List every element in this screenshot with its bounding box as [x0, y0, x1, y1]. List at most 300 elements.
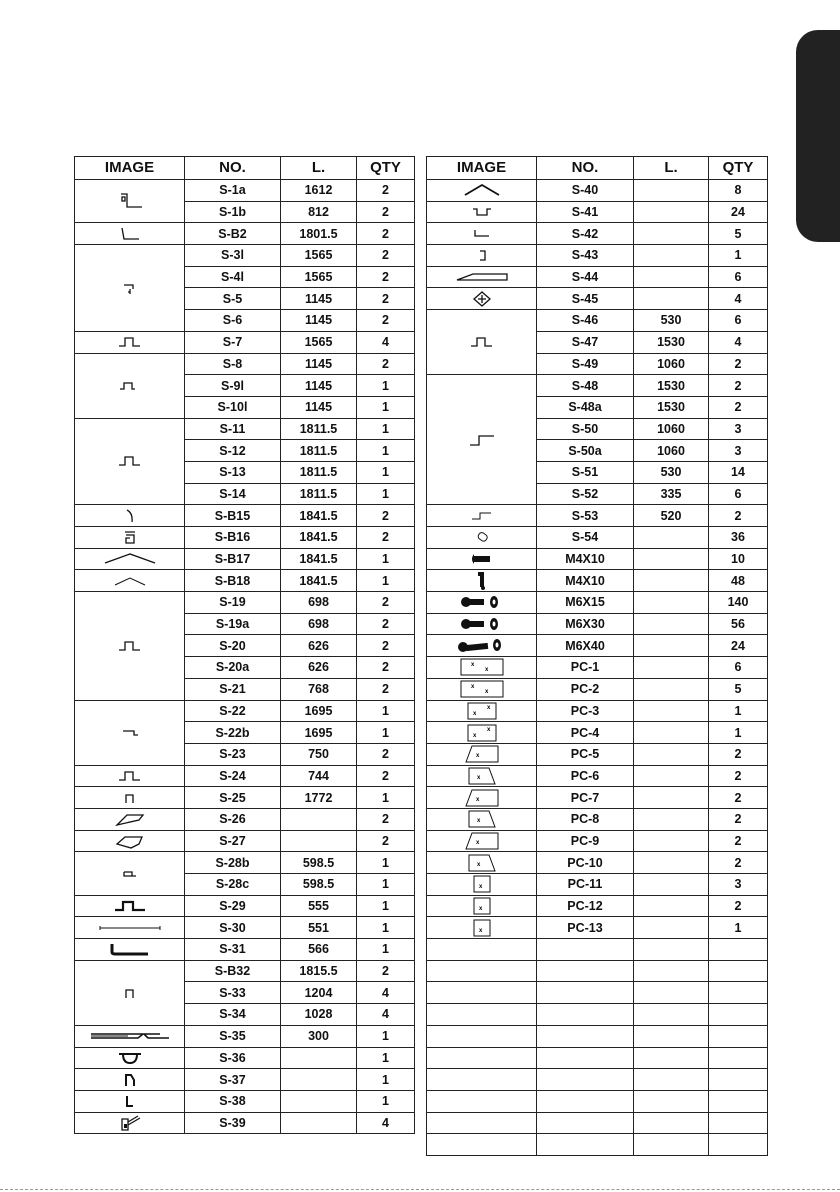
part-image-cell	[427, 874, 537, 896]
part-qty: 2	[357, 245, 415, 267]
corner-bracket-icon	[75, 1114, 184, 1132]
table-row	[427, 874, 768, 896]
part-length	[634, 895, 709, 917]
table-row	[75, 331, 415, 353]
part-qty: 1	[357, 1025, 415, 1047]
part-length	[634, 874, 709, 896]
part-length: 812	[281, 201, 357, 223]
table-row	[427, 548, 768, 570]
part-image-cell	[427, 310, 537, 375]
empty-cell	[427, 1025, 537, 1047]
empty-cell	[634, 960, 709, 982]
part-qty: 1	[357, 939, 415, 961]
table-row	[427, 722, 768, 744]
empty-cell	[634, 982, 709, 1004]
part-length	[634, 223, 709, 245]
table-row	[75, 917, 415, 939]
part-qty: 1	[709, 700, 768, 722]
part-number: S-51	[537, 461, 634, 483]
empty-cell	[537, 1047, 634, 1069]
empty-cell	[634, 939, 709, 961]
part-number: S-35	[185, 1025, 281, 1047]
part-number: S-28b	[185, 852, 281, 874]
part-qty: 1	[357, 483, 415, 505]
part-qty: 1	[357, 461, 415, 483]
part-length: 1060	[634, 353, 709, 375]
part-qty: 2	[357, 288, 415, 310]
part-qty: 2	[357, 353, 415, 375]
part-image-cell	[75, 787, 185, 809]
part-length: 335	[634, 483, 709, 505]
svg-text:x: x	[470, 662, 474, 669]
part-qty: 2	[357, 635, 415, 657]
empty-cell	[427, 1112, 537, 1134]
part-number: M6X15	[537, 592, 634, 614]
part-image-cell	[75, 223, 185, 245]
part-number: S-48a	[537, 396, 634, 418]
empty-cell	[634, 1134, 709, 1156]
part-qty: 1	[357, 895, 415, 917]
part-length	[634, 288, 709, 310]
part-qty: 2	[709, 830, 768, 852]
part-qty: 2	[709, 505, 768, 527]
part-length	[634, 527, 709, 549]
part-length: 1530	[634, 396, 709, 418]
part-length: 1565	[281, 331, 357, 353]
part-number: S-54	[537, 527, 634, 549]
svg-text:x: x	[478, 906, 482, 913]
empty-row	[427, 1004, 768, 1026]
svg-text:x: x	[486, 704, 490, 711]
empty-cell	[634, 1112, 709, 1134]
part-qty: 2	[357, 505, 415, 527]
part-image-cell	[75, 570, 185, 592]
ridge-cap-icon	[427, 182, 536, 198]
part-length: 1811.5	[281, 461, 357, 483]
part-length: 598.5	[281, 874, 357, 896]
part-length: 698	[281, 592, 357, 614]
part-number: PC-9	[537, 830, 634, 852]
part-number: S-14	[185, 483, 281, 505]
hat-channel-icon	[75, 453, 184, 469]
part-length	[634, 808, 709, 830]
part-number: PC-1	[537, 657, 634, 679]
part-length	[634, 201, 709, 223]
table-row	[427, 505, 768, 527]
part-image-cell	[427, 592, 537, 614]
part-qty: 4	[357, 331, 415, 353]
empty-row	[427, 960, 768, 982]
part-image-cell	[75, 830, 185, 852]
part-image-cell	[75, 852, 185, 895]
part-qty: 3	[709, 418, 768, 440]
part-length: 530	[634, 310, 709, 332]
header-no: NO.	[537, 157, 634, 180]
part-length	[634, 765, 709, 787]
part-number: S-4l	[185, 266, 281, 288]
panel-small-icon	[427, 874, 536, 894]
table-row	[427, 613, 768, 635]
part-qty: 2	[357, 201, 415, 223]
part-qty: 1	[709, 917, 768, 939]
part-length: 1530	[634, 375, 709, 397]
svg-text:x: x	[475, 753, 479, 760]
table-row	[75, 700, 415, 722]
part-qty: 2	[357, 613, 415, 635]
gusset-icon	[427, 290, 536, 308]
part-number: PC-10	[537, 852, 634, 874]
table-row	[427, 375, 768, 397]
part-number: S-33	[185, 982, 281, 1004]
part-number: S-B2	[185, 223, 281, 245]
rod-icon	[75, 922, 184, 934]
part-image-cell	[75, 245, 185, 332]
part-qty: 2	[709, 787, 768, 809]
table-row	[75, 1090, 415, 1112]
part-number: M6X40	[537, 635, 634, 657]
u-clip-icon	[427, 204, 536, 220]
part-qty: 6	[709, 310, 768, 332]
part-image-cell	[75, 960, 185, 1025]
part-length	[634, 613, 709, 635]
part-length: 551	[281, 917, 357, 939]
part-length: 1811.5	[281, 418, 357, 440]
hook-icon	[75, 1072, 184, 1088]
part-number: S-36	[185, 1047, 281, 1069]
table-row	[75, 1069, 415, 1091]
svg-text:x: x	[472, 710, 476, 717]
part-qty: 5	[709, 678, 768, 700]
part-qty: 1	[357, 852, 415, 874]
table-row	[75, 245, 415, 267]
empty-cell	[709, 1134, 768, 1156]
empty-cell	[427, 1047, 537, 1069]
part-image-cell	[427, 375, 537, 505]
empty-cell	[537, 1069, 634, 1091]
part-number: S-46	[537, 310, 634, 332]
header-row	[427, 157, 768, 180]
part-length	[634, 722, 709, 744]
svg-text:x: x	[478, 927, 482, 934]
part-image-cell	[427, 527, 537, 549]
part-number: S-8	[185, 353, 281, 375]
empty-row	[427, 1112, 768, 1134]
part-number: S-6	[185, 310, 281, 332]
empty-row	[427, 1069, 768, 1091]
svg-text:x: x	[484, 689, 488, 696]
table-row	[427, 765, 768, 787]
empty-row	[427, 1090, 768, 1112]
empty-cell	[537, 939, 634, 961]
part-number: S-B16	[185, 527, 281, 549]
part-number: PC-5	[537, 743, 634, 765]
table-row	[75, 808, 415, 830]
empty-cell	[709, 1025, 768, 1047]
part-length: 566	[281, 939, 357, 961]
part-qty: 2	[357, 657, 415, 679]
part-length: 1565	[281, 245, 357, 267]
part-qty: 6	[709, 657, 768, 679]
part-image-cell	[427, 678, 537, 700]
part-qty: 2	[709, 808, 768, 830]
part-qty: 3	[709, 440, 768, 462]
header-length: L.	[634, 157, 709, 180]
header-length: L.	[281, 157, 357, 180]
table-row	[427, 808, 768, 830]
part-image-cell	[75, 527, 185, 549]
part-number: PC-13	[537, 917, 634, 939]
part-qty: 4	[709, 331, 768, 353]
part-image-cell	[427, 787, 537, 809]
part-image-cell	[75, 765, 185, 787]
empty-cell	[709, 1004, 768, 1026]
part-image-cell	[75, 1069, 185, 1091]
part-length	[634, 592, 709, 614]
part-image-cell	[427, 548, 537, 570]
empty-cell	[537, 982, 634, 1004]
part-image-cell	[427, 266, 537, 288]
part-length: 744	[281, 765, 357, 787]
table-row	[427, 223, 768, 245]
header-image: IMAGE	[75, 157, 185, 180]
table-row	[427, 852, 768, 874]
part-image-cell	[75, 418, 185, 505]
panel-square-icon	[427, 723, 536, 743]
part-length	[281, 1069, 357, 1091]
part-qty: 2	[709, 895, 768, 917]
part-number: S-B32	[185, 960, 281, 982]
box-channel-icon	[75, 529, 184, 545]
part-number: S-19	[185, 592, 281, 614]
table-row	[427, 700, 768, 722]
part-qty: 1	[709, 245, 768, 267]
empty-cell	[427, 960, 537, 982]
curved-strip-icon	[75, 508, 184, 524]
bolt-nut-icon	[427, 594, 536, 610]
table-row	[427, 266, 768, 288]
empty-cell	[709, 1112, 768, 1134]
page-edge	[0, 1189, 840, 1190]
table-row	[427, 201, 768, 223]
part-length: 1145	[281, 375, 357, 397]
part-qty: 1	[357, 375, 415, 397]
part-number: S-1b	[185, 201, 281, 223]
header-qty: QTY	[709, 157, 768, 180]
part-qty: 2	[709, 375, 768, 397]
empty-cell	[427, 1090, 537, 1112]
part-qty: 48	[709, 570, 768, 592]
part-image-cell	[75, 1090, 185, 1112]
part-qty: 2	[357, 808, 415, 830]
part-number: S-20	[185, 635, 281, 657]
washer-icon	[427, 529, 536, 545]
part-number: S-50	[537, 418, 634, 440]
part-qty: 1	[357, 418, 415, 440]
svg-text:x: x	[478, 884, 482, 891]
part-qty: 2	[357, 743, 415, 765]
part-length: 1815.5	[281, 960, 357, 982]
part-number: S-28c	[185, 874, 281, 896]
screw-icon	[427, 551, 536, 567]
empty-cell	[709, 1069, 768, 1091]
part-number: S-10l	[185, 396, 281, 418]
part-length: 1612	[281, 180, 357, 202]
part-number: S-9l	[185, 375, 281, 397]
panel-slant-icon	[427, 788, 536, 808]
part-image-cell	[75, 331, 185, 353]
empty-row	[427, 1134, 768, 1156]
part-number: PC-11	[537, 874, 634, 896]
part-image-cell	[427, 722, 537, 744]
part-qty: 5	[709, 223, 768, 245]
part-number: S-42	[537, 223, 634, 245]
part-length: 1811.5	[281, 483, 357, 505]
part-image-cell	[75, 917, 185, 939]
table-row	[427, 592, 768, 614]
part-qty: 140	[709, 592, 768, 614]
part-image-cell	[75, 505, 185, 527]
part-image-cell	[427, 201, 537, 223]
part-number: S-30	[185, 917, 281, 939]
parts-table-left	[74, 156, 415, 1134]
part-qty: 1	[709, 722, 768, 744]
part-number: S-31	[185, 939, 281, 961]
part-qty: 1	[357, 440, 415, 462]
part-length: 1145	[281, 353, 357, 375]
part-length	[634, 678, 709, 700]
part-image-cell	[427, 657, 537, 679]
part-qty: 56	[709, 613, 768, 635]
empty-row	[427, 1025, 768, 1047]
svg-text:x: x	[476, 774, 480, 781]
part-image-cell	[427, 830, 537, 852]
part-length: 530	[634, 461, 709, 483]
hat-channel-bold-icon	[75, 898, 184, 914]
wedge-panel-icon	[75, 810, 184, 828]
empty-cell	[709, 960, 768, 982]
hat-channel-small-icon	[75, 378, 184, 394]
empty-cell	[634, 1004, 709, 1026]
part-number: S-23	[185, 743, 281, 765]
part-number: S-19a	[185, 613, 281, 635]
hat-channel-icon	[75, 768, 184, 784]
part-image-cell	[427, 852, 537, 874]
part-length	[281, 830, 357, 852]
table-row	[427, 245, 768, 267]
part-qty: 2	[357, 765, 415, 787]
table-row	[75, 895, 415, 917]
part-qty: 1	[357, 722, 415, 744]
part-length: 768	[281, 678, 357, 700]
table-row	[75, 505, 415, 527]
part-qty: 24	[709, 201, 768, 223]
table-row	[427, 678, 768, 700]
part-number: S-49	[537, 353, 634, 375]
part-qty: 10	[709, 548, 768, 570]
part-number: S-44	[537, 266, 634, 288]
part-image-cell	[75, 1047, 185, 1069]
part-length	[634, 657, 709, 679]
part-image-cell	[427, 505, 537, 527]
table-row	[75, 570, 415, 592]
table-row	[427, 657, 768, 679]
empty-cell	[427, 1069, 537, 1091]
part-qty: 2	[357, 527, 415, 549]
table-row	[75, 787, 415, 809]
part-qty: 2	[709, 743, 768, 765]
part-qty: 4	[709, 288, 768, 310]
z-bar-small-icon	[427, 508, 536, 524]
part-length: 1841.5	[281, 527, 357, 549]
table-row	[427, 743, 768, 765]
panel-trapezoid-icon	[427, 766, 536, 786]
part-number: S-21	[185, 678, 281, 700]
part-number: S-22	[185, 700, 281, 722]
panel-slant-icon	[427, 744, 536, 764]
part-length: 1565	[281, 266, 357, 288]
empty-cell	[709, 982, 768, 1004]
part-length: 1841.5	[281, 570, 357, 592]
z-bar-icon	[427, 432, 536, 448]
table-row	[75, 548, 415, 570]
part-length: 1204	[281, 982, 357, 1004]
part-length: 750	[281, 743, 357, 765]
part-number: S-34	[185, 1004, 281, 1026]
panel-slant-icon	[427, 831, 536, 851]
svg-text:x: x	[476, 818, 480, 825]
svg-text:x: x	[484, 667, 488, 674]
part-length	[281, 1090, 357, 1112]
empty-row	[427, 939, 768, 961]
table-row	[75, 418, 415, 440]
part-qty: 2	[357, 960, 415, 982]
part-length: 300	[281, 1025, 357, 1047]
part-length	[281, 808, 357, 830]
part-number: S-1a	[185, 180, 281, 202]
part-qty: 4	[357, 1112, 415, 1134]
table-row	[75, 830, 415, 852]
panel-small-icon	[427, 918, 536, 938]
part-length	[281, 1047, 357, 1069]
part-length: 626	[281, 657, 357, 679]
part-length	[634, 743, 709, 765]
empty-cell	[537, 960, 634, 982]
cup-bracket-icon	[75, 1050, 184, 1066]
svg-text:x: x	[475, 839, 479, 846]
part-qty: 2	[357, 592, 415, 614]
part-qty: 4	[357, 1004, 415, 1026]
part-qty: 14	[709, 461, 768, 483]
part-number: S-25	[185, 787, 281, 809]
part-qty: 1	[357, 548, 415, 570]
part-number: PC-12	[537, 895, 634, 917]
panel-trapezoid-icon	[427, 853, 536, 873]
table-row	[75, 852, 415, 874]
part-length	[634, 830, 709, 852]
hat-channel-icon	[75, 334, 184, 350]
empty-cell	[537, 1134, 634, 1156]
part-length	[634, 787, 709, 809]
hook-bracket-icon	[75, 279, 184, 297]
table-row	[75, 765, 415, 787]
part-image-cell	[75, 700, 185, 765]
part-qty: 1	[357, 1047, 415, 1069]
empty-cell	[634, 1090, 709, 1112]
empty-cell	[427, 1134, 537, 1156]
part-qty: 36	[709, 527, 768, 549]
angle-icon	[75, 226, 184, 242]
part-number: S-22b	[185, 722, 281, 744]
